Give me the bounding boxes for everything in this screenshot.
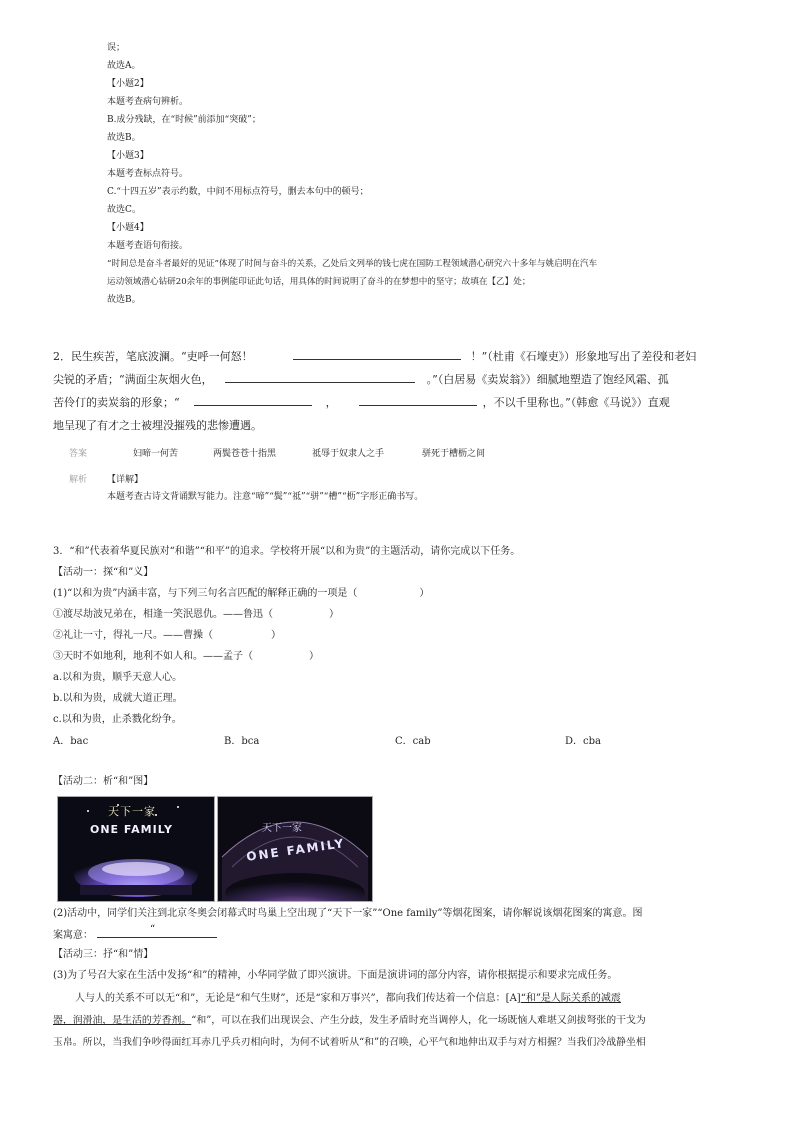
choice-d[interactable]: D．cba — [565, 736, 601, 747]
fireworks-english-text: ONE FAMILY — [90, 823, 173, 836]
answer-1: 妇啼一何苦 — [133, 449, 179, 459]
text: 苦伶仃的卖炭翁的形象；“ — [53, 396, 180, 409]
text-line: 本题考查语句衔接。 — [107, 241, 189, 251]
quote-mark: “ — [150, 924, 156, 935]
text-line: 本题考查病句辨析。 — [107, 97, 189, 107]
text: 尖锐的矛盾；“满面尘灰烟火色， — [53, 373, 213, 386]
text-line: 故选B。 — [107, 133, 141, 143]
q3-sub-2-answer — [53, 924, 217, 943]
fireworks-chinese-text: 天下一家 — [262, 823, 302, 834]
fill-blank[interactable] — [194, 395, 312, 406]
text-line: 运动领域潜心钻研20余年的事例能印证此句话，用具体的时间说明了奋斗的在梦想中的坚守；故填在【乙】处； — [107, 277, 531, 287]
choice-b[interactable]: B．bca — [224, 736, 260, 747]
text-line: “时间总是奋斗者最好的见证”体现了时间与奋斗的关系，乙处后文列举的钱七虎在国防工程领域潜心研究六十多年与姚启明在汽车 — [107, 259, 598, 269]
text-line: 误； — [107, 43, 126, 53]
text: ③天时不如地利，地利不如人和。——孟子（ — [53, 651, 253, 662]
text: ， — [325, 396, 337, 409]
answer-3: 祗辱于奴隶人之手 — [312, 449, 385, 459]
text-line: 故选A。 — [107, 61, 141, 71]
q3-intro: 3．“和”代表着华夏民族对“和谐”“和平”的追求。学校将开展“以和为贵”的主题活动，请你完成以下任务。 — [53, 546, 521, 557]
option-b: b.以和为贵，成就大道正理。 — [53, 693, 183, 704]
text: 人与人的关系不可以无“和”，无论是“和气生财”，还是“家和万事兴”，都向我们传达着一个信息：[A] — [75, 993, 521, 1004]
fill-blank[interactable] — [359, 395, 477, 406]
text: ） — [329, 609, 339, 620]
quote-b — [53, 629, 281, 643]
text-line: C.“十四五岁”表示约数，中间不用标点符号，删去本句中的顿号； — [107, 187, 369, 197]
text-line: 【小题2】 — [107, 79, 149, 89]
fireworks-photo-2 — [217, 796, 373, 902]
text: ①渡尽劫波兄弟在，相逢一笑泯恩仇。——鲁迅（ — [53, 609, 273, 620]
speech-line-3: 玉帛。所以，当我们争吵得面红耳赤几乎兵刃相向时，为何不试着听从“和”的召唤，心平气和地伸出双手与对方相握？当我们冷战静坐相 — [53, 1037, 646, 1048]
text: ②礼让一寸，得礼一尺。——曹操（ — [53, 630, 213, 641]
detail-text: 本题考查古诗文背诵默写能力。注意“啼”“鬓”“祗”“骈”“槽”“枥”字形正确书写。 — [107, 492, 424, 502]
text: ） — [419, 588, 430, 599]
text-line: B.成分残缺，在“时候”前添加“突破”； — [107, 115, 261, 125]
choice-c[interactable]: C．cab — [395, 736, 431, 747]
fill-blank[interactable] — [225, 372, 415, 383]
q3-sub-1 — [53, 587, 429, 601]
text-line: 故选C。 — [107, 205, 141, 215]
text: “和”，可以在我们出现误会、产生分歧，发生矛盾时充当调停人，化一场既恼人难堪又剑拔弩张的干戈为 — [191, 1015, 646, 1026]
text: (1)“以和为贵”内涵丰富，与下列三句名言匹配的解释正确的一项是（ — [53, 588, 358, 599]
fireworks-english-text: ONE FAMILY — [245, 836, 347, 864]
text-line: 【小题3】 — [107, 151, 149, 161]
q3-sub-3: (3)为了号召大家在生活中发扬“和”的精神，小华同学做了即兴演讲。下面是演讲词的部分内容，请你根据提示和要求完成任务。 — [53, 970, 618, 981]
text: ，不以千里称也。”（韩愈《马说》）直观 — [482, 396, 670, 409]
activity-2-heading: 【活动二：析“和”图】 — [53, 776, 154, 787]
text-line: 故选B。 — [107, 295, 141, 305]
text: 。”（白居易《卖炭翁》）细腻地塑造了饱经风霜、孤 — [426, 373, 669, 386]
detail-heading: 【详解】 — [107, 475, 144, 485]
speech-line-1 — [75, 992, 621, 1006]
activity-3-heading: 【活动三：抒“和”情】 — [53, 949, 154, 960]
text: ） — [309, 651, 319, 662]
text: 案寓意： — [53, 930, 93, 941]
answer-line[interactable] — [97, 924, 217, 938]
text-line: 【小题4】 — [107, 223, 149, 233]
text: ！”（杜甫《石壕吏》）形象地写出了差役和老妇 — [470, 350, 697, 363]
option-c: c.以和为贵，止杀戮化纷争。 — [53, 714, 182, 725]
analysis-label: 解析 — [69, 475, 88, 485]
underlined-text: “和”是人际关系的减震 — [520, 993, 621, 1004]
q2-line-1 — [53, 349, 696, 364]
quote-c — [53, 650, 319, 664]
activity-1-heading: 【活动一：探“和”义】 — [53, 567, 154, 578]
fireworks-photo-1 — [57, 796, 215, 902]
q3-sub-2: (2)活动中，同学们关注到北京冬奥会闭幕式时鸟巢上空出现了“天下一家”“One family”等烟花图案，请你解说该烟花图案的寓意。图 — [53, 908, 643, 919]
answer-2: 两鬓苍苍十指黑 — [213, 449, 277, 459]
speech-line-2 — [53, 1014, 646, 1028]
fireworks-chinese-text: 天下一家 — [108, 805, 156, 818]
text-line: 本题考查标点符号。 — [107, 169, 189, 179]
option-a: a.以和为贵，顺乎天意人心。 — [53, 672, 183, 683]
underlined-text: 器，润滑油，是生活的芳香剂。 — [53, 1015, 192, 1026]
q2-line-2 — [53, 372, 669, 387]
answer-4: 骈死于槽枥之间 — [422, 449, 486, 459]
choice-a[interactable]: A．bac — [53, 736, 89, 747]
q2-line-3 — [53, 395, 670, 410]
q2-line-4: 地呈现了有才之士被埋没摧残的悲惨遭遇。 — [53, 419, 262, 432]
quote-a — [53, 608, 339, 622]
text: ） — [271, 630, 281, 641]
text: 2．民生疾苦，笔底波澜。“吏呼一何怒！ — [53, 350, 253, 363]
fill-blank[interactable] — [293, 349, 461, 360]
answer-label: 答案 — [69, 449, 88, 459]
